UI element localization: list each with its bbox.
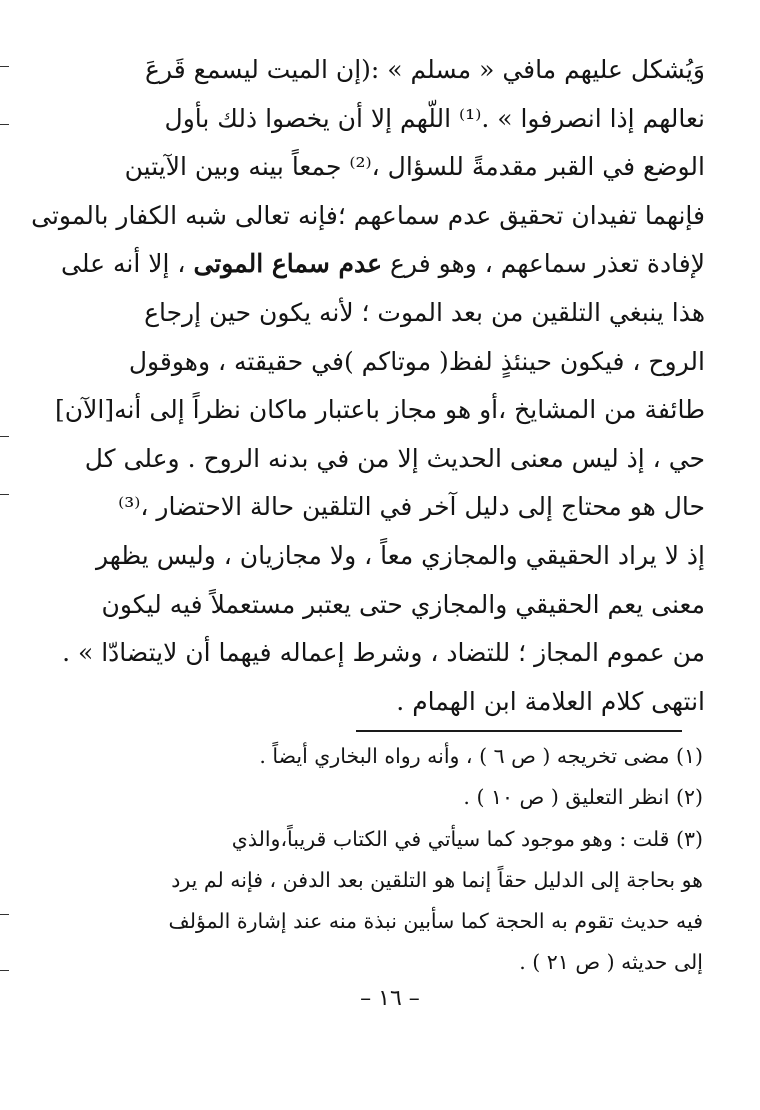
bold-phrase: عدم سماع الموتى <box>193 249 383 279</box>
margin-tick <box>0 436 9 437</box>
footnote-line: (٣) قلت : وهو موجود كما سيأتي في الكتاب قريباً،والذي <box>231 826 703 851</box>
text-line: نعالهم إذا انصرفوا » .⁽¹⁾ اللّهم إلا أن يخصوا ذلك بأول <box>164 103 705 133</box>
text-line: الوضع في القبر مقدمةً للسؤال ،⁽²⁾ جمعاً بينه وبين الآيتين <box>124 152 705 182</box>
text-line: إذ لا يراد الحقيقي والمجازي معاً ، ولا مجازيان ، وليس يظهر <box>95 540 705 570</box>
footnote-line: (٢) انظر التعليق ( ص ١٠ ) . <box>463 785 703 810</box>
text-line: وَيُشكل عليهم مافي « مسلم » :(إن الميت ليسمع قَرعَ <box>145 55 705 84</box>
text-line-with-bold <box>61 240 705 289</box>
footnote-divider <box>356 730 682 732</box>
margin-tick <box>0 494 9 495</box>
page-number: – ١٦ – <box>360 986 420 1011</box>
footnote-line: فيه حديث تقوم به الحجة كما سأبين نبذة منه عند إشارة المؤلف <box>168 909 703 934</box>
margin-tick <box>0 914 9 915</box>
text-line: الروح ، فيكون حينئذٍ لفظ( موتاكم )في حقيقته ، وهوقول <box>128 346 705 376</box>
text-line: هذا ينبغي التلقين من بعد الموت ؛ لأنه يكون حين إرجاع <box>144 297 705 327</box>
margin-tick <box>0 970 9 971</box>
text-line: حي ، إذ ليس معنى الحديث إلا من في بدنه الروح . وعلى كل <box>84 443 705 473</box>
text-fragment: لإفادة تعذر سماعهم ، وهو فرع <box>389 249 705 279</box>
text-line: من عموم المجاز ؛ للتضاد ، وشرط إعماله فيهما أن لايتضادّا » . <box>62 638 705 668</box>
margin-tick <box>0 124 9 125</box>
footnote-line: (١) مضى تخريجه ( ص ٦ ) ، وأنه رواه البخاري أيضاً . <box>259 744 703 768</box>
text-fragment: ، إلا أنه على <box>61 249 186 279</box>
text-line: فإنهما تفيدان تحقيق عدم سماعهم ؛فإنه تعالى شبه الكفار بالموتى <box>31 200 705 230</box>
text-line: انتهى كلام العلامة ابن الهمام . <box>396 686 705 716</box>
text-line: طائفة من المشايخ ،أو هو مجاز باعتبار ماكان نظراً إلى أنه[الآن] <box>55 395 705 425</box>
margin-tick <box>0 66 9 67</box>
main-text-block <box>31 46 705 726</box>
text-line: معنى يعم الحقيقي والمجازي حتى يعتبر مستعملاً فيه ليكون <box>101 589 705 619</box>
footnotes-block <box>95 736 703 984</box>
text-line: حال هو محتاج إلى دليل آخر في التلقين حالة الاحتضار ،⁽³⁾ <box>118 492 705 522</box>
footnote-line: هو بحاجة إلى الدليل حقاً إنما هو التلقين بعد الدفن ، فإنه لم يرد <box>171 867 703 892</box>
footnote-line: إلى حديثه ( ص ٢١ ) . <box>519 950 703 975</box>
